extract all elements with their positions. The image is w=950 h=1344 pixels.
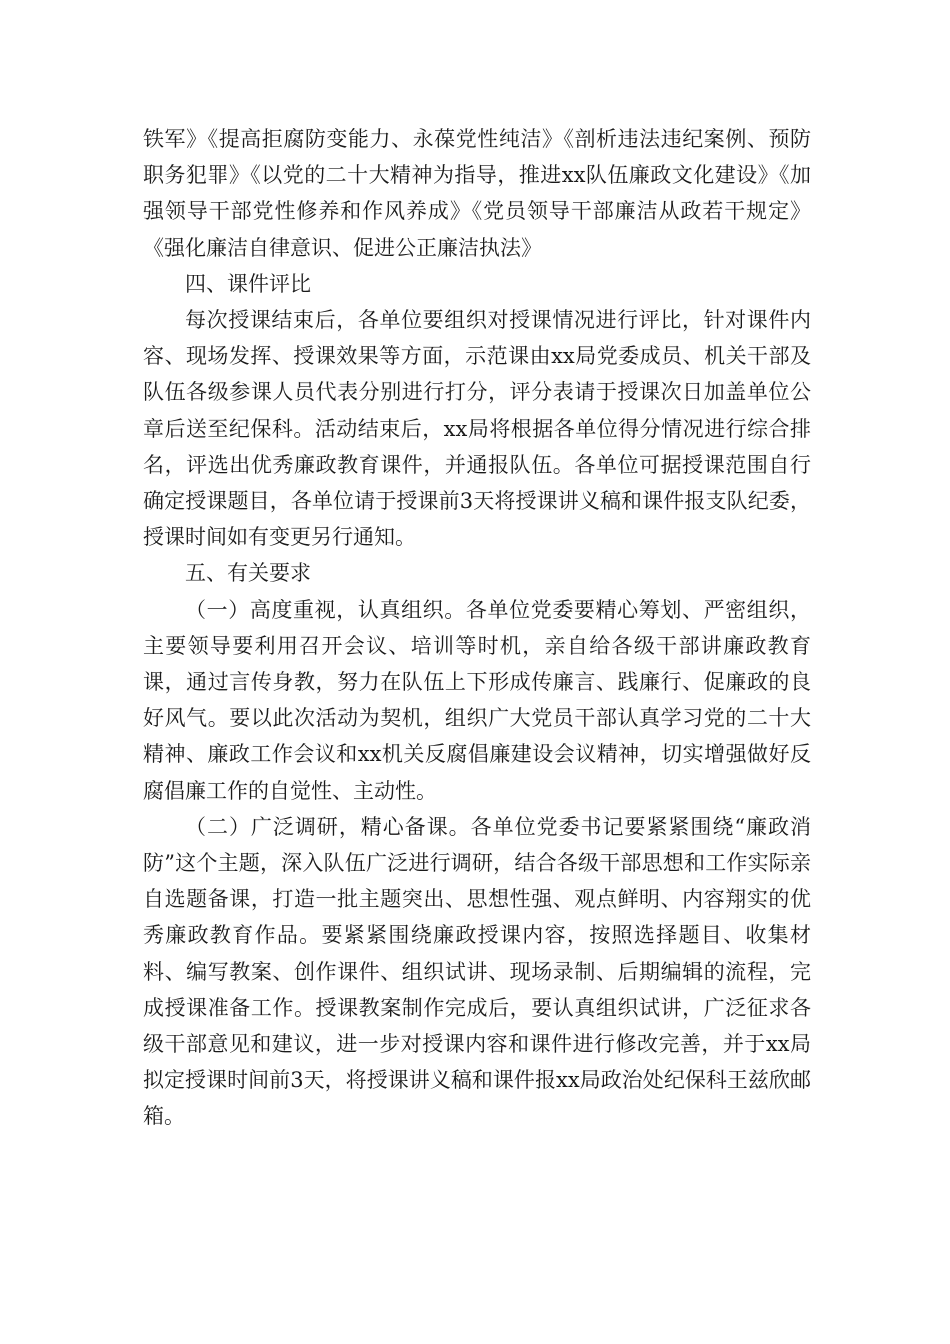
paragraph-continuation: 铁军》《提高拒腐防变能力、永葆党性纯洁》《剖析违法违纪案例、预防职务犯罪》《以党的二十大精神为指导，推进xx队伍廉政文化建设》《加强领导干部党性修养和作风养成》《党员领导干部廉洁从政若干规定》《强化廉洁自律意识、促进公正廉洁执法》 bbox=[143, 127, 811, 260]
paragraph-courseware-evaluation: 每次授课结束后，各单位要组织对授课情况进行评比，针对课件内容、现场发挥、授课效果等方面，示范课由xx局党委成员、机关干部及队伍各级参课人员代表分别进行打分，评分表请于授课次日加盖单位公章后送至纪保科。活动结束后，xx局将根据各单位得分情况进行综合排名，评选出优秀廉政教育课件，并通报队伍。各单位可据授课范围自行确定授课题目，各单位请于授课前3天将授课讲义稿和课件报支队纪委，授课时间如有变更另行通知。 bbox=[143, 308, 811, 550]
document-body bbox=[143, 121, 811, 1135]
paragraph-requirement-2: （二）广泛调研，精心备课。各单位党委书记要紧紧围绕“廉政消防”这个主题，深入队伍广泛进行调研，结合各级干部思想和工作实际亲自选题备课，打造一批主题突出、思想性强、观点鲜明、内容翔实的优秀廉政教育作品。要紧紧围绕廉政授课内容，按照选择题目、收集材料、编写教案、创作课件、组织试讲、现场录制、后期编辑的流程，完成授课准备工作。授课教案制作完成后，要认真组织试讲，广泛征求各级干部意见和建议，进一步对授课内容和课件进行修改完善，并于xx局拟定授课时间前3天，将授课讲义稿和课件报xx局政治处纪保科王兹欣邮箱。 bbox=[143, 814, 811, 1129]
section-heading-5: 五、有关要求 bbox=[185, 561, 311, 586]
section-heading-4: 四、课件评比 bbox=[185, 271, 311, 296]
paragraph-requirement-1: （一）高度重视，认真组织。各单位党委要精心筹划、严密组织，主要领导要利用召开会议、培训等时机，亲自给各级干部讲廉政教育课，通过言传身教，努力在队伍上下形成传廉言、践廉行、促廉政的良好风气。要以此次活动为契机，组织广大党员干部认真学习党的二十大精神、廉政工作会议和xx机关反腐倡廉建设会议精神，切实增强做好反腐倡廉工作的自觉性、主动性。 bbox=[143, 597, 811, 803]
